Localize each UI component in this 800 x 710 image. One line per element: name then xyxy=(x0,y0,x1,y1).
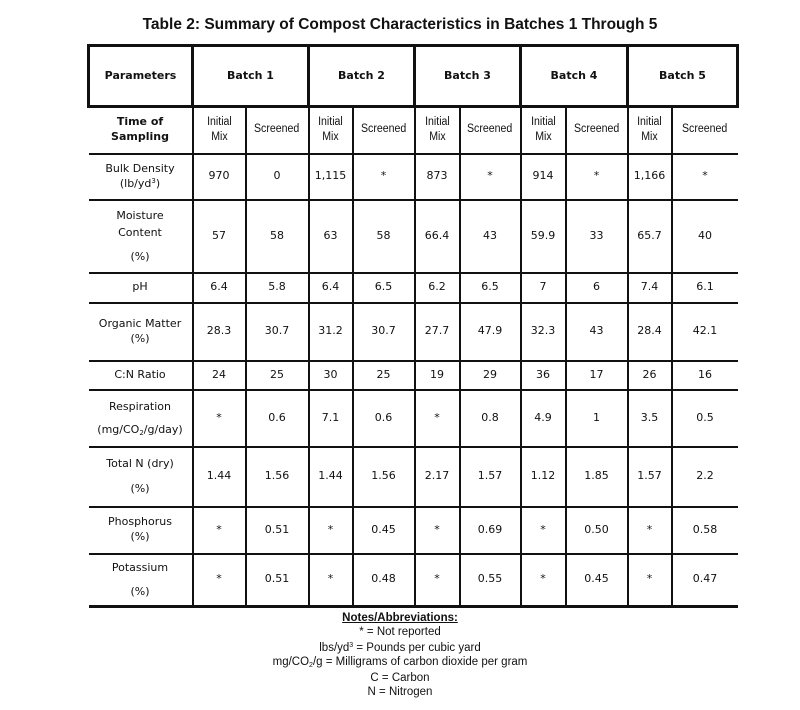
table-row-ph xyxy=(89,273,738,303)
cell-value: 40 xyxy=(672,200,738,273)
cell-value: * xyxy=(193,390,246,447)
note-line: N = Nitrogen xyxy=(367,685,433,698)
cell-value: * xyxy=(415,390,460,447)
param-name: Phosphorus xyxy=(108,515,172,529)
cell-value: * xyxy=(672,154,738,200)
cell-value: 24 xyxy=(193,361,246,390)
note-line: lbs/$yd^3$ = Pounds per cubic yard xyxy=(319,642,481,655)
notes-section xyxy=(0,612,800,700)
cell-value: 0.50 xyxy=(566,507,628,554)
cell-value: 5.8 xyxy=(246,273,309,303)
header-batch-4: Batch 4 xyxy=(521,46,628,107)
screened-label xyxy=(353,107,415,154)
table-row-potassium xyxy=(89,554,738,607)
cell-value: 29 xyxy=(460,361,521,390)
note-line: $mg/CO_2/g$ = Milligrams of carbon dioxide per gram xyxy=(272,655,528,669)
cell-value: * xyxy=(521,507,566,554)
label-line: Initial xyxy=(424,115,450,128)
cell-value: 30.7 xyxy=(353,303,415,361)
cell-value: 1.12 xyxy=(521,447,566,507)
cell-value: 0.55 xyxy=(460,554,521,607)
cell-value: 0.69 xyxy=(460,507,521,554)
cell-value: 57 xyxy=(193,200,246,273)
label-line: Mix xyxy=(210,131,228,144)
cell-value: 28.4 xyxy=(628,303,672,361)
cell-value: 0.5 xyxy=(672,390,738,447)
label-line: Mix xyxy=(534,131,552,144)
cell-value: 0.45 xyxy=(353,507,415,554)
notes-heading: Notes/Abbreviations: xyxy=(342,612,458,624)
cell-value: 17 xyxy=(566,361,628,390)
header-batch-2: Batch 2 xyxy=(309,46,415,107)
param-name: C:N Ratio xyxy=(114,367,166,381)
cell-value: 43 xyxy=(566,303,628,361)
label-text: Screened xyxy=(682,123,728,136)
cell-value: 1.85 xyxy=(566,447,628,507)
time-of-sampling-label xyxy=(89,107,193,154)
cell-value: 1.56 xyxy=(353,447,415,507)
param-name: Respiration xyxy=(108,399,172,413)
cell-value: * xyxy=(353,154,415,200)
initial-mix-label xyxy=(415,107,460,154)
cell-value: * xyxy=(566,154,628,200)
cell-value: 1.44 xyxy=(309,447,353,507)
cell-value: 47.9 xyxy=(460,303,521,361)
cell-value: 42.1 xyxy=(672,303,738,361)
note-line: * = Not reported xyxy=(359,625,441,638)
cell-value: 1 xyxy=(566,390,628,447)
param-unit: (%) xyxy=(130,584,150,598)
header-parameters: Parameters xyxy=(89,46,193,107)
cell-value: 43 xyxy=(460,200,521,273)
cell-value: 7.1 xyxy=(309,390,353,447)
cell-value: 6.5 xyxy=(460,273,521,303)
cell-value: 6.1 xyxy=(672,273,738,303)
param-label xyxy=(89,507,193,554)
cell-value: 970 xyxy=(193,154,246,200)
label-line: Mix xyxy=(641,131,658,144)
table-row-total-n xyxy=(89,447,738,507)
param-unit: (%) xyxy=(130,331,150,345)
initial-mix-label xyxy=(193,107,246,154)
cell-value: * xyxy=(628,554,672,607)
label-line: Initial xyxy=(637,115,662,128)
screened-label xyxy=(460,107,521,154)
param-name: Potassium xyxy=(111,560,169,574)
cell-value: 1.44 xyxy=(193,447,246,507)
initial-mix-label xyxy=(309,107,353,154)
cell-value: 33 xyxy=(566,200,628,273)
cell-value: 0.6 xyxy=(353,390,415,447)
cell-value: 1.57 xyxy=(628,447,672,507)
cell-value: 1,115 xyxy=(309,154,353,200)
cell-value: 7 xyxy=(521,273,566,303)
cell-value: 0.51 xyxy=(246,507,309,554)
cell-value: 4.9 xyxy=(521,390,566,447)
cell-value: 27.7 xyxy=(415,303,460,361)
cell-value: 63 xyxy=(309,200,353,273)
table-row-phosphorus xyxy=(89,507,738,554)
cell-value: 25 xyxy=(246,361,309,390)
cell-value: 59.9 xyxy=(521,200,566,273)
cell-value: 0 xyxy=(246,154,309,200)
label-text: Screened xyxy=(573,123,620,136)
cell-value: 36 xyxy=(521,361,566,390)
param-label xyxy=(89,390,193,447)
compost-table xyxy=(87,44,739,608)
cell-value: 65.7 xyxy=(628,200,672,273)
param-name: Moisture xyxy=(116,208,164,222)
param-name: Content xyxy=(118,226,162,240)
cell-value: 873 xyxy=(415,154,460,200)
param-name: pH xyxy=(132,280,148,294)
cell-value: 2.17 xyxy=(415,447,460,507)
cell-value: 0.6 xyxy=(246,390,309,447)
cell-value: 0.48 xyxy=(353,554,415,607)
subheader-row xyxy=(89,107,738,154)
cell-value: * xyxy=(309,507,353,554)
cell-value: 66.4 xyxy=(415,200,460,273)
param-label xyxy=(89,361,193,390)
cell-value: 6.4 xyxy=(193,273,246,303)
cell-value: * xyxy=(193,554,246,607)
cell-value: 914 xyxy=(521,154,566,200)
header-batch-5: Batch 5 xyxy=(628,46,738,107)
label-text: Screened xyxy=(360,123,407,136)
table-row-moisture xyxy=(89,200,738,273)
cell-value: 1.56 xyxy=(246,447,309,507)
param-label xyxy=(89,273,193,303)
param-name: Bulk Density xyxy=(105,161,175,175)
cell-value: 0.45 xyxy=(566,554,628,607)
cell-value: 7.4 xyxy=(628,273,672,303)
header-row xyxy=(89,46,738,107)
screened-label xyxy=(246,107,309,154)
param-label xyxy=(89,154,193,200)
cell-value: 1.57 xyxy=(460,447,521,507)
cell-value: 25 xyxy=(353,361,415,390)
param-label xyxy=(89,447,193,507)
cell-value: * xyxy=(415,507,460,554)
cell-value: * xyxy=(193,507,246,554)
table-row-respiration xyxy=(89,390,738,447)
cell-value: 0.58 xyxy=(672,507,738,554)
cell-value: 6.5 xyxy=(353,273,415,303)
param-label xyxy=(89,200,193,273)
table-row-bulk-density xyxy=(89,154,738,200)
table-row-organic-matter xyxy=(89,303,738,361)
param-name: Total N (dry) xyxy=(106,457,174,471)
initial-mix-label xyxy=(521,107,566,154)
cell-value: 2.2 xyxy=(672,447,738,507)
cell-value: 58 xyxy=(353,200,415,273)
label-line: Mix xyxy=(428,131,446,144)
note-line: C = Carbon xyxy=(370,672,430,685)
param-unit: $(lb/yd^3)$ xyxy=(119,176,161,190)
header-batch-3: Batch 3 xyxy=(415,46,521,107)
cell-value: 16 xyxy=(672,361,738,390)
cell-value: * xyxy=(521,554,566,607)
cell-value: 6.2 xyxy=(415,273,460,303)
cell-value: 6.4 xyxy=(309,273,353,303)
table-title: Table 2: Summary of Compost Characteristics in Batches 1 Through 5 xyxy=(142,16,658,33)
param-unit: $(mg/CO_2/g/day)$ xyxy=(97,423,183,437)
cell-value: 6 xyxy=(566,273,628,303)
cell-value: 0.8 xyxy=(460,390,521,447)
cell-value: 30 xyxy=(309,361,353,390)
cell-value: 26 xyxy=(628,361,672,390)
param-unit: (%) xyxy=(130,249,150,263)
cell-value: 30.7 xyxy=(246,303,309,361)
table-row-cn-ratio xyxy=(89,361,738,390)
label-line: Sampling xyxy=(111,130,169,144)
header-batch-1: Batch 1 xyxy=(193,46,309,107)
cell-value: 28.3 xyxy=(193,303,246,361)
label-line: Initial xyxy=(318,115,343,128)
label-line: Initial xyxy=(206,115,232,128)
param-unit: (%) xyxy=(130,481,150,495)
param-name: Organic Matter xyxy=(98,316,182,330)
cell-value: 19 xyxy=(415,361,460,390)
cell-value: 0.47 xyxy=(672,554,738,607)
cell-value: 1,166 xyxy=(628,154,672,200)
cell-value: * xyxy=(309,554,353,607)
label-line: Mix xyxy=(322,131,339,144)
cell-value: * xyxy=(628,507,672,554)
param-unit: (%) xyxy=(130,530,150,543)
label-text: Screened xyxy=(254,123,300,136)
cell-value: 58 xyxy=(246,200,309,273)
cell-value: 32.3 xyxy=(521,303,566,361)
cell-value: * xyxy=(460,154,521,200)
cell-value: * xyxy=(415,554,460,607)
cell-value: 3.5 xyxy=(628,390,672,447)
screened-label xyxy=(566,107,628,154)
label-line: Initial xyxy=(530,115,556,128)
initial-mix-label xyxy=(628,107,672,154)
label-line: Time of xyxy=(116,115,164,129)
param-label xyxy=(89,554,193,607)
cell-value: 0.51 xyxy=(246,554,309,607)
screened-label xyxy=(672,107,738,154)
cell-value: 31.2 xyxy=(309,303,353,361)
param-label xyxy=(89,303,193,361)
label-text: Screened xyxy=(467,123,513,136)
